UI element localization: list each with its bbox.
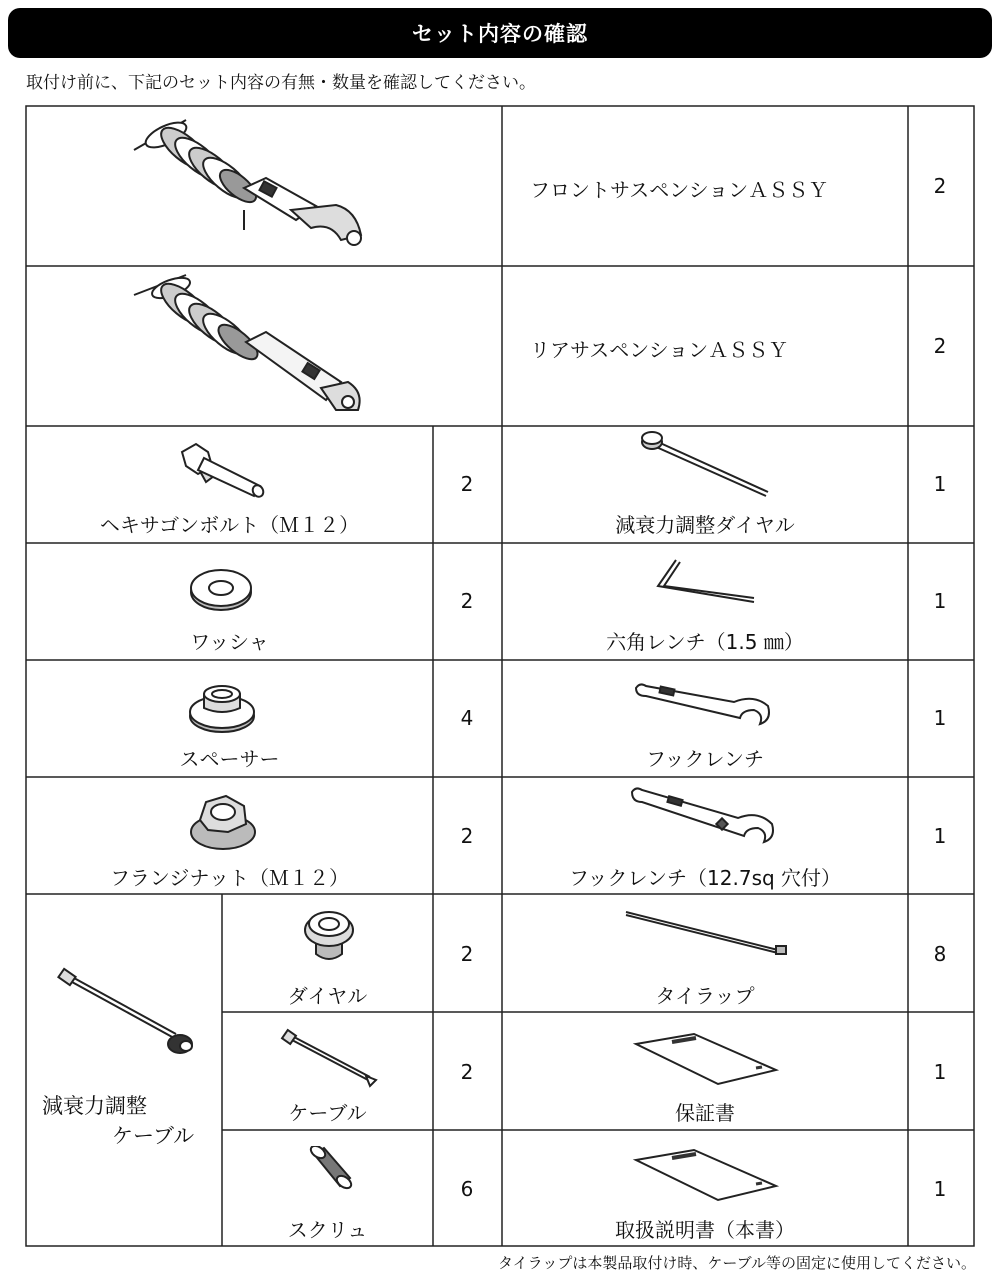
hex-bolt-qty: 2 (460, 472, 474, 496)
dial-part-qty: 2 (460, 942, 474, 966)
damping-dial-label: 減衰力調整ダイヤル (615, 513, 795, 537)
hex-wrench-drawing (650, 556, 760, 612)
cable-tie-qty: 8 (933, 942, 947, 966)
manual-qty: 1 (933, 1177, 947, 1201)
screw-part-qty: 6 (460, 1177, 474, 1201)
front-suspension-drawing (126, 110, 376, 260)
hook-wrench-qty: 1 (933, 706, 947, 730)
flange-nut-qty: 2 (460, 824, 474, 848)
cable-drawing (280, 1028, 380, 1090)
dial-knob-drawing (300, 906, 358, 966)
cable-tie-drawing (620, 906, 796, 958)
hook-wrench-label: フックレンチ (645, 747, 765, 771)
spacer-qty: 4 (460, 706, 474, 730)
rear-suspension-qty: 2 (933, 334, 947, 358)
footer-note: タイラップは本製品取付け時、ケーブル等の固定に使用してください。 (497, 1254, 976, 1272)
damping-cable-drawing (56, 966, 200, 1060)
flange-nut-drawing (186, 792, 260, 854)
cable-group-label-line2: ケーブル (112, 1124, 195, 1148)
rear-suspension-label: リアサスペンションＡＳＳＹ (530, 338, 789, 362)
screw-part-label: スクリュ (287, 1218, 368, 1242)
hook-wrench-square-qty: 1 (933, 824, 947, 848)
intro-text: 取付け前に、下記のセット内容の有無・数量を確認してください。 (26, 73, 536, 93)
spacer-label: スペーサー (179, 747, 280, 771)
cable-group-label-line1: 減衰力調整 (42, 1094, 147, 1118)
hex-bolt-label: ヘキサゴンボルト（Ｍ１２） (99, 513, 360, 537)
screw-drawing (304, 1146, 354, 1194)
washer-qty: 2 (460, 589, 474, 613)
hex-bolt-drawing (178, 438, 278, 500)
hex-wrench-label: 六角レンチ（1.5 ㎜） (606, 630, 804, 654)
spacer-drawing (184, 680, 260, 736)
cable-part-label: ケーブル (288, 1101, 367, 1125)
hook-wrench-square-drawing (626, 784, 782, 846)
dial-part-label: ダイヤル (287, 984, 368, 1008)
front-suspension-qty: 2 (933, 174, 947, 198)
hook-wrench-square-label: フックレンチ（12.7sq 穴付） (568, 866, 842, 890)
damping-dial-drawing (634, 428, 774, 500)
manual-document-drawing (632, 1146, 780, 1204)
page-title: セット内容の確認 (8, 8, 992, 58)
manual-label: 取扱説明書（本書） (615, 1218, 795, 1242)
front-suspension-label: フロントサスペンションＡＳＳＹ (530, 178, 829, 202)
cable-part-qty: 2 (460, 1060, 474, 1084)
warranty-label: 保証書 (675, 1101, 735, 1125)
washer-drawing (186, 566, 256, 614)
cable-tie-label: タイラップ (655, 984, 755, 1008)
hex-wrench-qty: 1 (933, 589, 947, 613)
flange-nut-label: フランジナット（Ｍ１２） (109, 866, 350, 890)
hook-wrench-drawing (630, 680, 778, 728)
warranty-document-drawing (632, 1030, 780, 1088)
washer-label: ワッシャ (190, 630, 269, 654)
warranty-qty: 1 (933, 1060, 947, 1084)
damping-dial-qty: 1 (933, 472, 947, 496)
rear-suspension-drawing (126, 270, 376, 420)
